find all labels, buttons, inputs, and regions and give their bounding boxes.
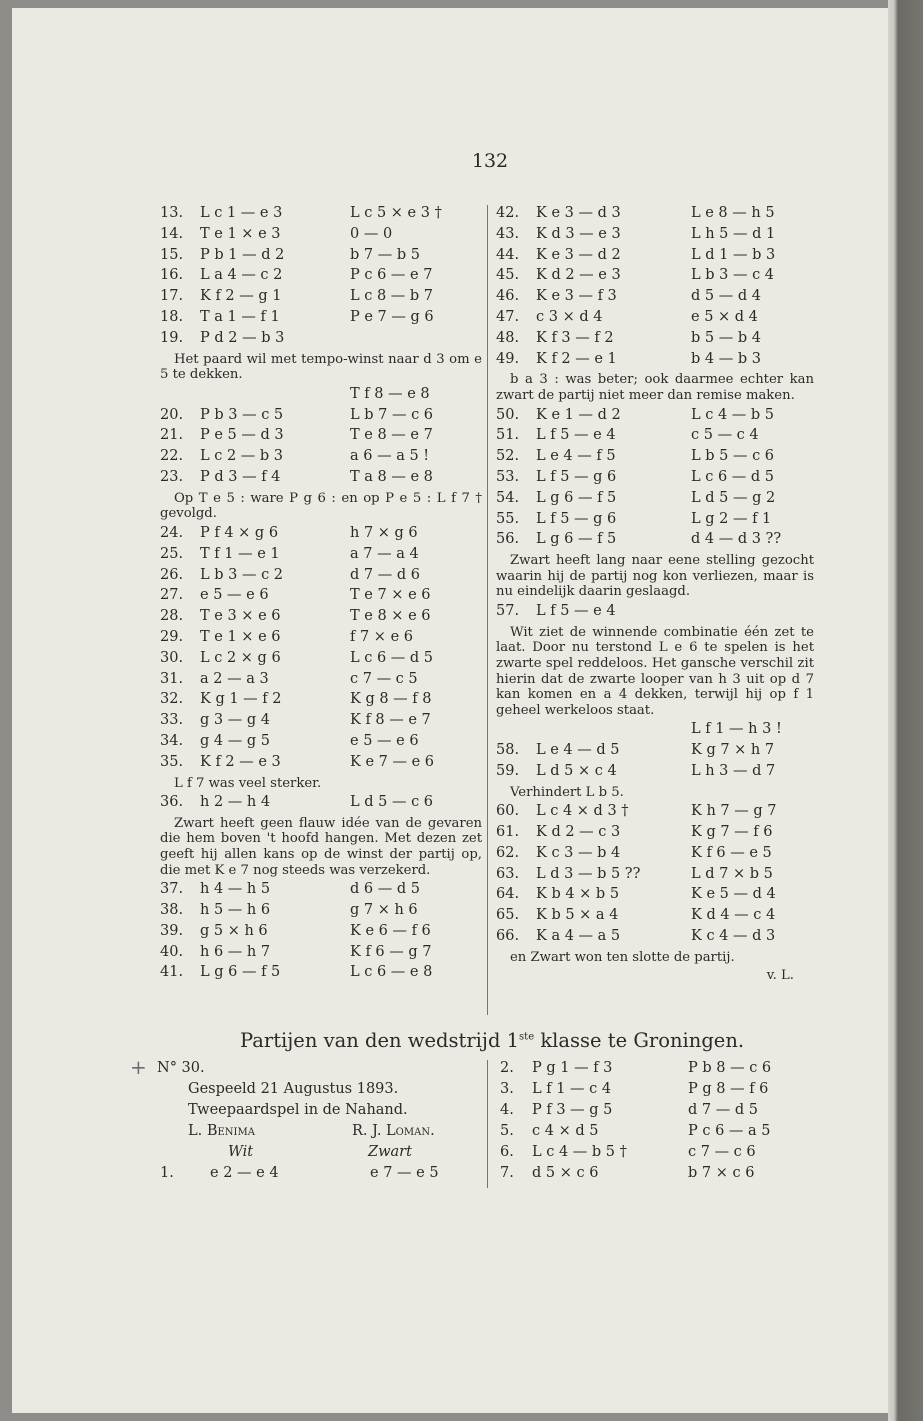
black-move: P g 8 — f 6 <box>688 1081 769 1097</box>
move-line <box>496 407 814 428</box>
black-move: c 7 — c 6 <box>688 1144 756 1160</box>
annotation-note: Verhindert L b 5. <box>510 784 624 800</box>
black-move: T e 8 × e 6 <box>350 608 431 625</box>
move-line <box>500 1081 800 1102</box>
move-line <box>160 587 482 608</box>
game-30-header <box>157 1060 480 1186</box>
move-line <box>496 490 814 511</box>
move-number: 1. <box>160 1165 174 1181</box>
black-move: K g 8 — f 8 <box>350 691 432 708</box>
white-move: h 6 — h 7 <box>200 943 271 960</box>
move-line <box>496 288 814 309</box>
move-number: 13. <box>160 205 184 221</box>
black-move: L c 8 — b 7 <box>350 288 434 305</box>
black-move: L c 6 — d 5 <box>691 468 775 485</box>
move-number: 40. <box>160 943 184 960</box>
white-move: P e 5 — d 3 <box>200 427 284 444</box>
black-move: 0 — 0 <box>350 225 393 242</box>
white-move: K e 3 — d 3 <box>536 205 621 221</box>
black-move: L b 7 — c 6 <box>350 406 434 423</box>
black-move: h 7 × g 6 <box>350 524 418 541</box>
white-move: a 2 — a 3 <box>200 670 269 687</box>
move-line <box>160 330 482 351</box>
move-number: 28. <box>160 608 184 625</box>
white-move: T e 3 × e 6 <box>200 608 281 625</box>
black-move: K g 7 × h 7 <box>691 742 775 759</box>
move-line <box>160 407 482 428</box>
black-move: L g 2 — f 1 <box>691 510 772 527</box>
white-move: P d 2 — b 3 <box>200 329 285 346</box>
move-number: 5. <box>500 1123 514 1139</box>
white-move: K b 5 × a 4 <box>536 907 619 924</box>
black-move: L c 6 — d 5 <box>350 649 434 666</box>
move-line <box>496 763 814 784</box>
white-move: L g 6 — f 5 <box>536 489 617 506</box>
move-line <box>160 546 482 567</box>
black-move: a 7 — a 4 <box>350 545 419 562</box>
white-move: L f 5 — g 6 <box>536 510 617 527</box>
black-move: K f 6 — e 5 <box>691 844 772 861</box>
move-line <box>160 794 482 815</box>
move-number: 18. <box>160 308 184 325</box>
white-move: K d 2 — e 3 <box>536 267 621 284</box>
move-line <box>160 226 482 247</box>
move-number: 61. <box>496 824 520 841</box>
white-label: Wit <box>228 1144 254 1160</box>
black-move: d 7 — d 5 <box>688 1102 758 1118</box>
move-number: 46. <box>496 288 520 305</box>
move-number: 19. <box>160 329 184 346</box>
move-number: 59. <box>496 762 520 779</box>
move-number: 22. <box>160 448 184 465</box>
move-line <box>496 267 814 288</box>
black-move: L e 8 — h 5 <box>691 205 775 221</box>
handwritten-plus-mark: + <box>130 1055 147 1079</box>
black-move: K h 7 — g 7 <box>691 803 777 820</box>
white-move: T a 1 — f 1 <box>200 308 280 325</box>
move-line <box>496 928 814 949</box>
annotation-note: L f 7 was veel sterker. <box>174 775 322 791</box>
black-move: L c 6 — e 8 <box>350 964 433 981</box>
black-move: a 6 — a 5 ! <box>350 448 430 465</box>
page-number: 132 <box>471 150 509 172</box>
move-line <box>496 824 814 845</box>
move-line <box>500 1060 800 1081</box>
move-number: 47. <box>496 308 520 325</box>
white-player: L. Benima <box>188 1123 255 1139</box>
move-line <box>496 427 814 448</box>
black-move: c 5 — c 4 <box>691 427 759 444</box>
white-move: P b 1 — d 2 <box>200 246 285 263</box>
white-move: L a 4 — c 2 <box>200 267 283 284</box>
white-move: L d 3 — b 5 ?? <box>536 865 641 882</box>
white-move: L f 5 — e 4 <box>536 427 616 444</box>
game-opening: Tweepaardspel in de Nahand. <box>188 1102 408 1118</box>
move-number: 3. <box>500 1081 514 1097</box>
black-move: L b 5 — c 6 <box>691 448 775 465</box>
white-move: e 5 — e 6 <box>200 587 269 604</box>
annotation-note: Op T e 5 : ware P g 6 : en op P e 5 : L f 7 † gevolgd. <box>160 490 482 522</box>
move-line <box>496 309 814 330</box>
move-number: 35. <box>160 753 184 770</box>
white-move: L f 5 — g 6 <box>536 468 617 485</box>
black-move: K e 7 — e 6 <box>350 753 434 770</box>
black-move: T f 8 — e 8 <box>350 385 430 402</box>
move-number: 33. <box>160 712 184 729</box>
move-line <box>160 1165 480 1186</box>
black-move: L h 3 — d 7 <box>691 762 776 779</box>
move-line <box>160 525 482 546</box>
left-column <box>160 205 482 985</box>
white-move: c 3 × d 4 <box>536 308 603 325</box>
black-move: e 5 × d 4 <box>691 308 758 325</box>
move-line <box>160 267 482 288</box>
section-heading: Partijen van den wedstrijd 1ste klasse te Groningen. <box>240 1029 745 1052</box>
black-move: P b 8 — c 6 <box>688 1060 772 1076</box>
move-number: 63. <box>496 865 520 882</box>
white-move: L g 6 — f 5 <box>200 964 281 981</box>
move-line <box>160 691 482 712</box>
move-line <box>160 629 482 650</box>
black-label: Zwart <box>368 1144 412 1160</box>
black-move: L c 5 × e 3 † <box>350 205 442 221</box>
white-move: P g 1 — f 3 <box>532 1060 613 1076</box>
column-divider <box>487 205 488 1015</box>
white-move: L c 1 — e 3 <box>200 205 283 221</box>
white-move: h 5 — h 6 <box>200 902 271 919</box>
white-move: K f 3 — f 2 <box>536 329 614 346</box>
move-number: 30. <box>160 649 184 666</box>
move-number: 14. <box>160 225 184 242</box>
black-move: L d 5 — c 6 <box>350 794 434 811</box>
move-number: 31. <box>160 670 184 687</box>
move-line <box>496 247 814 268</box>
black-move: b 7 — b 5 <box>350 246 420 263</box>
move-line <box>160 944 482 965</box>
move-number: 20. <box>160 406 184 423</box>
move-line <box>496 226 814 247</box>
move-number: 54. <box>496 489 520 506</box>
white-move: K c 3 — b 4 <box>536 844 621 861</box>
move-line <box>496 205 814 226</box>
white-move: g 3 — g 4 <box>200 712 270 729</box>
move-number: 4. <box>500 1102 514 1118</box>
white-move: K d 3 — e 3 <box>536 225 621 242</box>
white-move: K e 3 — f 3 <box>536 288 617 305</box>
move-number: 15. <box>160 246 184 263</box>
move-line <box>496 866 814 887</box>
page-edge-shadow <box>888 0 923 1421</box>
white-move: c 4 × d 5 <box>532 1123 599 1139</box>
white-move: T e 1 × e 3 <box>200 225 281 242</box>
white-move: h 4 — h 5 <box>200 881 271 898</box>
black-move: T a 8 — e 8 <box>350 468 433 485</box>
move-line <box>500 1123 800 1144</box>
black-move: b 5 — b 4 <box>691 329 761 346</box>
move-number: 50. <box>496 406 520 423</box>
move-line <box>160 754 482 775</box>
move-line <box>160 964 482 985</box>
white-move: g 4 — g 5 <box>200 732 270 749</box>
move-line <box>496 511 814 532</box>
black-move: L d 1 — b 3 <box>691 246 776 263</box>
white-move: L f 5 — e 4 <box>536 602 616 619</box>
move-line <box>160 386 482 407</box>
white-move: h 2 — h 4 <box>200 794 271 811</box>
colors-row <box>160 1144 480 1165</box>
black-move: c 7 — c 5 <box>350 670 418 687</box>
white-move: K e 1 — d 2 <box>536 406 621 423</box>
move-line <box>160 448 482 469</box>
move-number: 43. <box>496 225 520 242</box>
black-move: L b 3 — c 4 <box>691 267 775 284</box>
move-number: 64. <box>496 886 520 903</box>
move-number: 65. <box>496 907 520 924</box>
white-move: L g 6 — f 5 <box>536 531 617 548</box>
white-move: T f 1 — e 1 <box>200 545 280 562</box>
black-player: R. J. Loman. <box>352 1123 435 1139</box>
white-move: T e 1 × e 6 <box>200 628 281 645</box>
move-line <box>496 330 814 351</box>
black-move: b 7 × c 6 <box>688 1165 755 1181</box>
move-line <box>496 742 814 763</box>
move-line <box>160 881 482 902</box>
black-move: d 7 — d 6 <box>350 566 420 583</box>
move-number: 26. <box>160 566 184 583</box>
black-move: f 7 × e 6 <box>350 628 413 645</box>
right-column <box>496 205 814 984</box>
move-number: 36. <box>160 794 184 811</box>
white-move: P f 4 × g 6 <box>200 524 279 541</box>
black-move: P c 6 — e 7 <box>350 267 433 284</box>
move-number: 66. <box>496 928 520 945</box>
move-line <box>496 845 814 866</box>
move-number: 58. <box>496 742 520 759</box>
white-move: P f 3 — g 5 <box>532 1102 613 1118</box>
move-number: 51. <box>496 427 520 444</box>
black-move: K c 4 — d 3 <box>691 928 776 945</box>
move-line <box>496 603 814 624</box>
move-line <box>160 309 482 330</box>
move-number: 60. <box>496 803 520 820</box>
black-move: g 7 × h 6 <box>350 902 418 919</box>
black-move: L c 4 — b 5 <box>691 406 775 423</box>
white-move: d 5 × c 6 <box>532 1165 599 1181</box>
move-line <box>160 205 482 226</box>
white-move: L d 5 × c 4 <box>536 762 617 779</box>
annotation-note: Wit ziet de winnende combinatie één zet te laat. Door nu terstond L e 6 te spelen is het zwarte spel reddeloos. Het gansche verschil zit hierin dat de zwarte looper van h 3 uit op d 7 kan komen en a 4 dekken, terwijl hij op f 1 geheel werkeloos staat. <box>496 624 814 718</box>
white-move: g 5 × h 6 <box>200 922 268 939</box>
move-number: 37. <box>160 881 184 898</box>
black-move: K g 7 — f 6 <box>691 824 773 841</box>
black-move: P e 7 — g 6 <box>350 308 434 325</box>
move-number: 27. <box>160 587 184 604</box>
black-move: L h 5 — d 1 <box>691 225 776 242</box>
move-number: 55. <box>496 510 520 527</box>
game-30-moves-right <box>500 1060 800 1186</box>
white-move: K a 4 — a 5 <box>536 928 621 945</box>
annotation-note: Het paard wil met tempo-winst naar d 3 om e 5 te dekken. <box>160 351 482 383</box>
move-number: 38. <box>160 902 184 919</box>
white-move: K d 2 — c 3 <box>536 824 621 841</box>
move-number: 29. <box>160 628 184 645</box>
move-line <box>160 671 482 692</box>
move-line <box>160 288 482 309</box>
move-number: 34. <box>160 732 184 749</box>
move-line <box>160 650 482 671</box>
white-move: P b 3 — c 5 <box>200 406 284 423</box>
move-number: 48. <box>496 329 520 346</box>
move-line <box>496 531 814 552</box>
move-line <box>500 1165 800 1186</box>
black-move: d 4 — d 3 ?? <box>691 531 782 548</box>
black-move: K e 5 — d 4 <box>691 886 776 903</box>
white-move: L b 3 — c 2 <box>200 566 284 583</box>
white-move: K f 2 — e 3 <box>200 753 281 770</box>
black-move: b 4 — b 3 <box>691 350 761 367</box>
white-move: L c 2 × g 6 <box>200 649 281 666</box>
move-line <box>500 1102 800 1123</box>
move-number: 42. <box>496 205 520 221</box>
white-move: K b 4 × b 5 <box>536 886 620 903</box>
move-line <box>160 567 482 588</box>
annotation-note: en Zwart won ten slotte de partij. <box>510 949 735 965</box>
white-move: P d 3 — f 4 <box>200 468 281 485</box>
move-number: 49. <box>496 350 520 367</box>
move-number: 25. <box>160 545 184 562</box>
move-line <box>500 1144 800 1165</box>
move-line <box>160 923 482 944</box>
move-number: 21. <box>160 427 184 444</box>
black-move: P c 6 — a 5 <box>688 1123 771 1139</box>
white-move: L e 4 — f 5 <box>536 448 616 465</box>
move-line <box>496 469 814 490</box>
white-move: K f 2 — g 1 <box>200 288 282 305</box>
game-date: Gespeeld 21 Augustus 1893. <box>188 1081 399 1097</box>
move-line <box>160 247 482 268</box>
white-move: L c 4 — b 5 † <box>532 1144 627 1160</box>
white-move: L c 4 × d 3 † <box>536 803 629 820</box>
white-move: L f 1 — c 4 <box>532 1081 612 1097</box>
move-line <box>160 469 482 490</box>
move-line <box>160 427 482 448</box>
move-number: 44. <box>496 246 520 263</box>
move-number: 7. <box>500 1165 514 1181</box>
move-line <box>496 886 814 907</box>
move-line <box>496 907 814 928</box>
annotation-note: b a 3 : was beter; ook daarmee echter kan zwart de partij niet meer dan remise maken. <box>496 372 814 403</box>
move-line <box>160 733 482 754</box>
move-number: 52. <box>496 448 520 465</box>
black-move: T e 7 × e 6 <box>350 587 431 604</box>
move-number: 53. <box>496 468 520 485</box>
move-line <box>496 721 814 742</box>
move-line <box>496 448 814 469</box>
game-number: N° 30. <box>157 1060 205 1076</box>
move-number: 23. <box>160 468 184 485</box>
black-move: K f 6 — g 7 <box>350 943 432 960</box>
players-row <box>160 1123 480 1144</box>
move-number: 39. <box>160 922 184 939</box>
move-number: 62. <box>496 844 520 861</box>
move-number: 2. <box>500 1060 514 1076</box>
move-line <box>160 712 482 733</box>
move-line <box>160 608 482 629</box>
move-line <box>496 803 814 824</box>
white-move: K e 3 — d 2 <box>536 246 621 263</box>
black-move: L d 7 × b 5 <box>691 865 773 882</box>
white-move: K f 2 — e 1 <box>536 350 617 367</box>
black-move: K d 4 — c 4 <box>691 907 776 924</box>
white-move: e 2 — e 4 <box>210 1165 279 1181</box>
move-number: 17. <box>160 288 184 305</box>
move-number: 57. <box>496 602 520 619</box>
annotation-note: Zwart heeft geen flauw idée van de gevaren die hem boven 't hoofd hangen. Met dezen zet geeft hij allen kans op de winst der partij op, die met K e 7 nog steeds was verzekerd. <box>160 815 482 878</box>
black-move: d 6 — d 5 <box>350 881 420 898</box>
black-move: e 7 — e 5 <box>370 1165 439 1181</box>
signature: v. L. <box>766 968 794 984</box>
black-move: T e 8 — e 7 <box>350 427 433 444</box>
black-move: K e 6 — f 6 <box>350 922 431 939</box>
black-move: L d 5 — g 2 <box>691 489 776 506</box>
move-line <box>160 902 482 923</box>
black-move: d 5 — d 4 <box>691 288 761 305</box>
black-move: e 5 — e 6 <box>350 732 419 749</box>
move-line <box>496 351 814 372</box>
move-number: 32. <box>160 691 184 708</box>
move-number: 24. <box>160 524 184 541</box>
move-number: 41. <box>160 964 184 981</box>
move-number: 6. <box>500 1144 514 1160</box>
move-number: 16. <box>160 267 184 284</box>
white-move: K g 1 — f 2 <box>200 691 282 708</box>
black-move: K f 8 — e 7 <box>350 712 431 729</box>
move-number: 56. <box>496 531 520 548</box>
white-move: L e 4 — d 5 <box>536 742 620 759</box>
move-number: 45. <box>496 267 520 284</box>
white-move: L c 2 — b 3 <box>200 448 284 465</box>
annotation-note: Zwart heeft lang naar eene stelling gezocht waarin hij de partij nog kon verliezen, maar is nu eindelijk daarin geslaagd. <box>496 553 814 600</box>
column-divider-lower <box>487 1060 488 1188</box>
black-move: L f 1 — h 3 ! <box>691 721 782 738</box>
